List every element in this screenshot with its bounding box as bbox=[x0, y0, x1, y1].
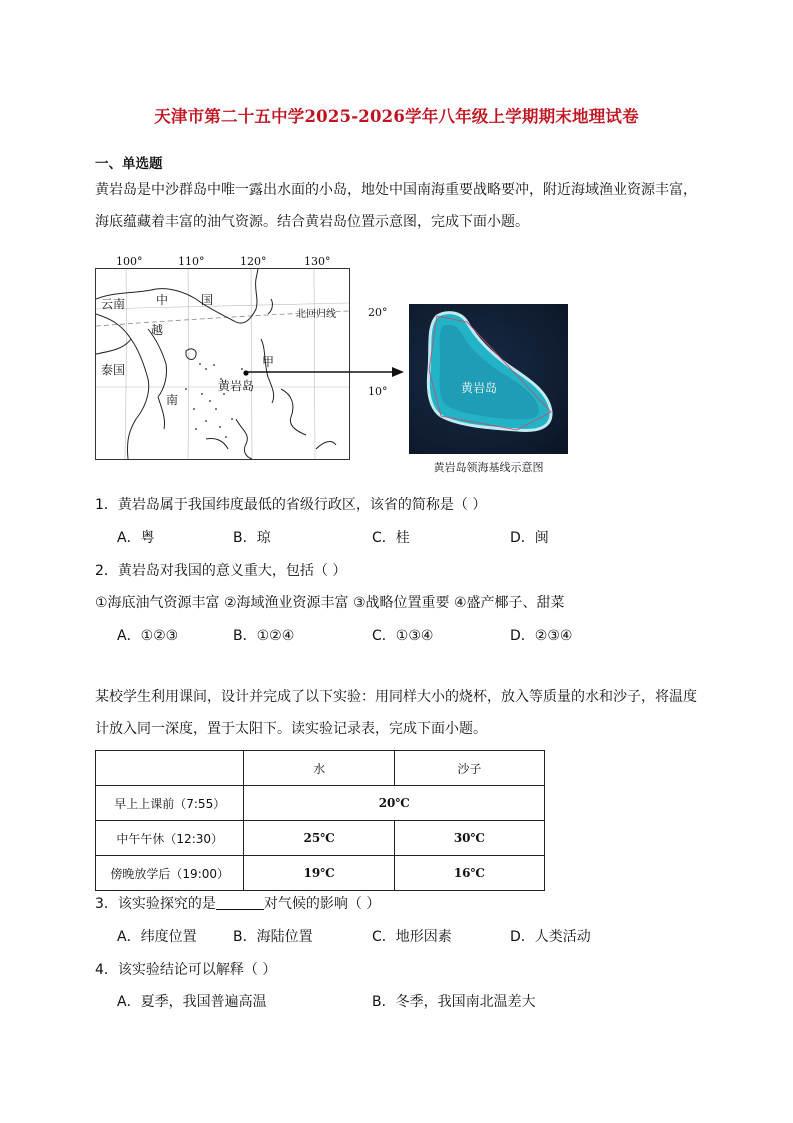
q1-option-d[interactable]: D．闽 bbox=[510, 530, 549, 546]
q1-option-b[interactable]: B．琼 bbox=[233, 530, 271, 546]
intro-paragraph-2-line-2: 计放入同一深度，置于太阳下。读实验记录表，完成下面小题。 bbox=[95, 721, 487, 737]
question-3-stem-end: 对气候的影响（ ） bbox=[263, 896, 381, 912]
q4-option-b[interactable]: B．冬季，我国南北温差大 bbox=[372, 994, 536, 1010]
question-4-stem: 4．该实验结论可以解释（ ） bbox=[95, 962, 277, 978]
table-cell-sand: 16℃ bbox=[394, 856, 544, 891]
exam-title: 天津市第二十五中学2025-2026学年八年级上学期期末地理试卷 bbox=[154, 107, 639, 126]
table-row-label: 傍晚放学后（19:00） bbox=[96, 856, 244, 891]
q1-option-a[interactable]: A．粤 bbox=[117, 530, 155, 546]
latitude-label-20: 20° bbox=[368, 306, 388, 319]
table-cell-water: 25℃ bbox=[244, 821, 394, 856]
section-heading: 一、单选题 bbox=[95, 156, 163, 172]
table-cell-merged: 20℃ bbox=[244, 786, 545, 821]
island-shape bbox=[409, 304, 568, 454]
longitude-label-110: 110° bbox=[178, 255, 205, 268]
question-3-stem bbox=[95, 893, 380, 913]
table-header-row bbox=[96, 751, 545, 786]
table-cell-sand: 30℃ bbox=[394, 821, 544, 856]
q4-option-a[interactable]: A．夏季，我国普遍高温 bbox=[117, 994, 267, 1010]
label-guo: 国 bbox=[201, 293, 214, 307]
q2-option-d[interactable]: D．②③④ bbox=[510, 628, 573, 644]
question-1-stem: 1．黄岩岛属于我国纬度最低的省级行政区，该省的简称是（ ） bbox=[95, 497, 487, 513]
q3-option-c[interactable]: C．地形因素 bbox=[372, 929, 452, 945]
table-row bbox=[96, 821, 545, 856]
table-cell-water: 19℃ bbox=[244, 856, 394, 891]
question-2-stem: 2．黄岩岛对我国的意义重大，包括（ ） bbox=[95, 563, 347, 579]
table-header-sand: 沙子 bbox=[394, 751, 544, 786]
table-header-water: 水 bbox=[244, 751, 394, 786]
table-header-empty bbox=[96, 751, 244, 786]
island-label: 黄岩岛 bbox=[461, 381, 498, 395]
longitude-label-120: 120° bbox=[240, 255, 267, 268]
q1-option-c[interactable]: C．桂 bbox=[372, 530, 410, 546]
intro-paragraph-1-line-2: 海底蕴藏着丰富的油气资源。结合黄岩岛位置示意图，完成下面小题。 bbox=[95, 214, 529, 230]
map-arrow bbox=[240, 362, 410, 382]
q3-option-a[interactable]: A．纬度位置 bbox=[117, 929, 197, 945]
table-row-label: 中午午休（12:30） bbox=[96, 821, 244, 856]
label-huangyan: 黄岩岛 bbox=[218, 379, 255, 393]
label-zhong: 中 bbox=[156, 293, 169, 307]
question-3-stem-start: 3．该实验探究的是 bbox=[95, 896, 216, 912]
satellite-image bbox=[409, 304, 568, 454]
longitude-label-130: 130° bbox=[304, 255, 331, 268]
label-yunnan: 云南 bbox=[101, 297, 126, 311]
intro-paragraph-2-line-1: 某校学生利用课间，设计并完成了以下实验：用同样大小的烧杯，放入等质量的水和沙子，将温度 bbox=[95, 689, 697, 705]
question-2-statements: ①海底油气资源丰富 ②海域渔业资源丰富 ③战略位置重要 ④盛产椰子、甜菜 bbox=[95, 595, 565, 611]
satellite-caption: 黄岩岛领海基线示意图 bbox=[433, 461, 544, 474]
q2-option-c[interactable]: C．①③④ bbox=[372, 628, 434, 644]
label-nan: 南 bbox=[166, 393, 179, 407]
q3-option-b[interactable]: B．海陆位置 bbox=[233, 929, 313, 945]
label-taiguo: 泰国 bbox=[101, 363, 126, 377]
q2-option-b[interactable]: B．①②④ bbox=[233, 628, 295, 644]
q2-option-a[interactable]: A．①②③ bbox=[117, 628, 179, 644]
label-tropic: 北回归线 bbox=[296, 309, 336, 320]
answer-blank[interactable] bbox=[216, 895, 264, 910]
intro-paragraph-1-line-1: 黄岩岛是中沙群岛中唯一露出水面的小岛，地处中国南海重要战略要冲，附近海域渔业资源丰富， bbox=[95, 182, 697, 198]
label-yue: 越 bbox=[151, 323, 164, 337]
table-row bbox=[96, 856, 545, 891]
experiment-record-table bbox=[95, 750, 545, 891]
label-jia: 甲 bbox=[262, 355, 275, 369]
latitude-label-10: 10° bbox=[368, 385, 388, 398]
q3-option-d[interactable]: D．人类活动 bbox=[510, 929, 591, 945]
scattered-islands bbox=[185, 363, 247, 438]
table-row bbox=[96, 786, 545, 821]
longitude-label-100: 100° bbox=[116, 255, 143, 268]
table-row-label: 早上上课前（7:55） bbox=[96, 786, 244, 821]
